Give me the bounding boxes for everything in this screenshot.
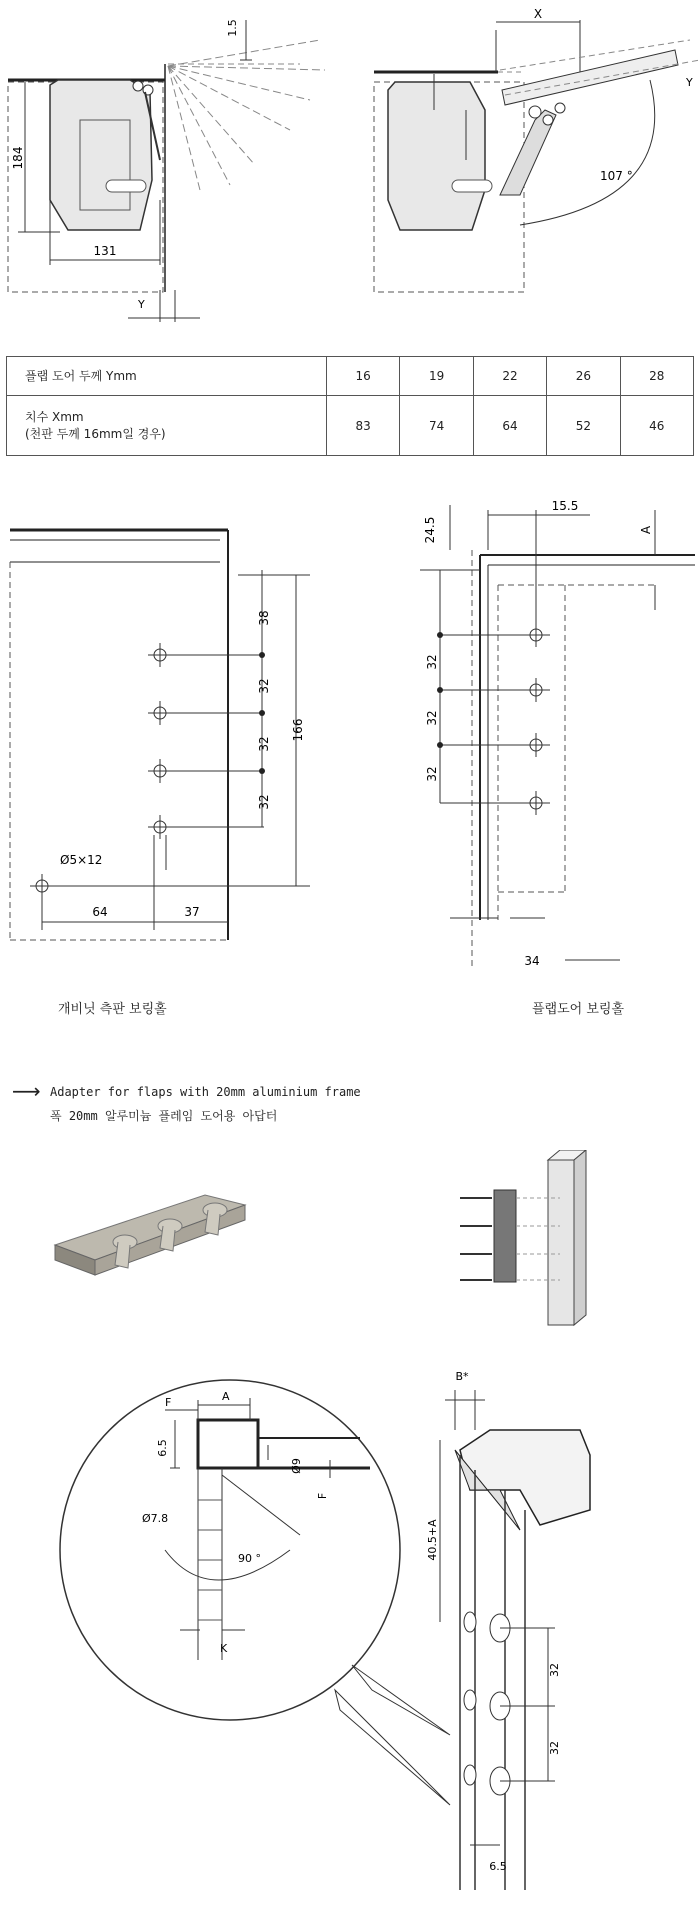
cabinet-drilling-caption: 개비닛 측판 보링홀 <box>58 1002 167 1017</box>
flap-drilling-diagram <box>350 490 700 970</box>
angle-label: 107 ° <box>600 169 633 183</box>
dim-a: A <box>639 525 653 535</box>
detail-label-90: 90 ° <box>238 1552 261 1565</box>
adapter-bracket-image <box>55 1195 245 1275</box>
dim-32-c: 32 <box>257 794 271 810</box>
table-row <box>7 357 694 396</box>
frame-label-6-5: 6.5 <box>489 1860 507 1873</box>
table-cell: 46 <box>620 396 693 456</box>
dim-y-right-label: Y <box>686 76 693 89</box>
dim-166: 166 <box>291 718 305 742</box>
adapter-product-images <box>0 1150 700 1340</box>
adapter-note-line1: Adapter for flaps with 20mm aluminium frame <box>50 1085 361 1099</box>
table-cell: 19 <box>400 357 473 396</box>
arrow-right-icon: ⟶ <box>12 1079 41 1103</box>
top-right-hinge-diagram <box>360 0 700 340</box>
frame-detail-diagram <box>0 1360 700 1908</box>
frame-label-b: B* <box>455 1370 469 1383</box>
dim-32-a: 32 <box>425 654 439 670</box>
table-cell: 22 <box>473 357 546 396</box>
row1-label: 플랩 도어 두께 Ymm <box>7 357 327 396</box>
dim-y-label: Y <box>138 298 145 311</box>
flap-drilling-caption: 플랩도어 보링홀 <box>532 1002 625 1017</box>
cabinet-drilling-diagram <box>0 490 340 970</box>
dim-34: 34 <box>524 954 540 968</box>
table-cell: 16 <box>327 357 400 396</box>
dim-37: 37 <box>184 905 200 919</box>
table-cell: 74 <box>400 396 473 456</box>
detail-label-a: A <box>222 1390 230 1403</box>
detail-label-d7-8: Ø7.8 <box>142 1512 169 1525</box>
dim-x-label: X <box>533 7 543 21</box>
dim-height-label: 184 <box>11 146 25 170</box>
table-cell: 26 <box>547 357 620 396</box>
dim-38: 38 <box>257 610 271 626</box>
row2-label <box>7 396 327 456</box>
detail-label-f-top: F <box>165 1396 172 1409</box>
dim-width-label: 131 <box>93 244 117 258</box>
table-cell: 28 <box>620 357 693 396</box>
dim-64: 64 <box>92 905 108 919</box>
open-flap-panel <box>502 50 678 105</box>
dim-32-b: 32 <box>257 736 271 752</box>
frame-label-32-a: 32 <box>548 1663 561 1677</box>
dim-24-5: 24.5 <box>423 516 437 544</box>
detail-label-6-5: 6.5 <box>156 1439 169 1457</box>
detail-label-k: K <box>220 1642 228 1655</box>
detail-label-d9: Ø9 <box>290 1458 303 1474</box>
detail-label-f-side: F <box>316 1492 329 1500</box>
adapter-note-line2: 폭 20mm 알루미늄 플레임 도어용 아답터 <box>50 1109 278 1123</box>
row2-label-line1: 치수 Xmm <box>25 409 84 424</box>
door-thickness-table <box>6 356 694 456</box>
table-cell: 64 <box>473 396 546 456</box>
frame-label-40-5: 40.5+A <box>426 1519 439 1561</box>
frame-label-32-b: 32 <box>548 1741 561 1755</box>
hole-size-label: Ø5×12 <box>60 853 103 867</box>
lift-mechanism <box>50 80 152 230</box>
row2-label-line2: (천판 두께 16mm일 경우) <box>25 426 166 441</box>
table-row <box>7 396 694 456</box>
dim-32-b: 32 <box>425 710 439 726</box>
top-left-hinge-diagram <box>0 0 350 340</box>
dim-15-5: 15.5 <box>551 499 579 513</box>
table-cell: 83 <box>327 396 400 456</box>
dim-32-c: 32 <box>425 766 439 782</box>
dim-32-a: 32 <box>257 678 271 694</box>
aluminium-frame-adapter-image <box>460 1150 586 1325</box>
table-cell: 52 <box>547 396 620 456</box>
dim-gap-label: 1.5 <box>226 19 239 37</box>
adapter-note <box>50 1080 361 1128</box>
